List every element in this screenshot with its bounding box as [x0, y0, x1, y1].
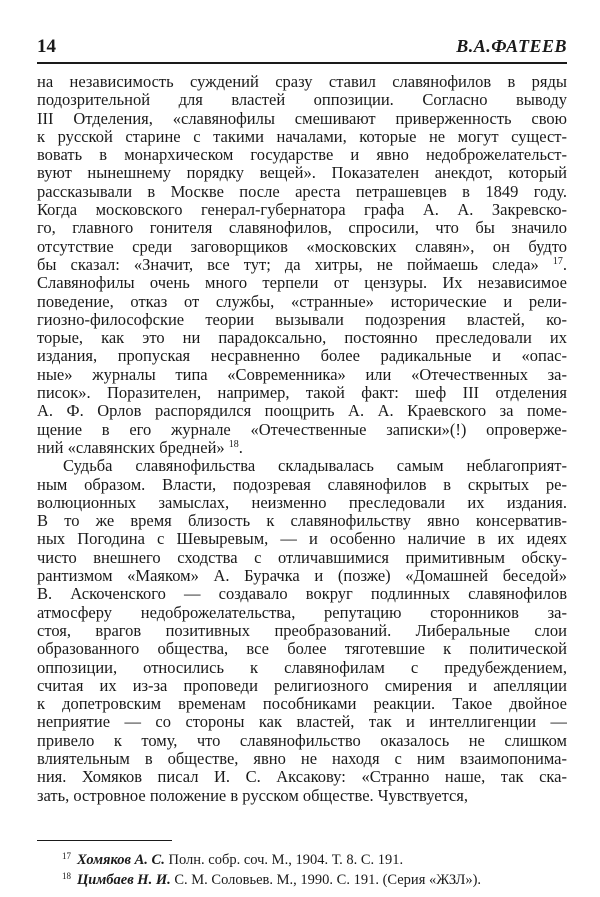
text-line: Когда московского генерал-губернатора графа А. А. Закревско-	[37, 201, 567, 220]
footnote	[62, 866, 481, 886]
text-line: ным образом. Власти, подозревая славянофилов в скрытых ре-	[37, 475, 567, 494]
text-line: к русской старине с такими началами, которые не могут сущест-	[37, 127, 567, 146]
text-line: писок». Поразителен, например, такой факт: шеф III отделения	[37, 384, 567, 403]
text-line: влиятельным в обществе, явно не находя с ним взаимопонима-	[37, 749, 567, 768]
body-text	[37, 73, 567, 805]
text-line: рассказывали в Москве после ареста петрашевцев в 1849 году.	[37, 182, 567, 201]
text-line: А. Ф. Орлов распорядился поощрить А. А. Краевского за поме-	[37, 402, 567, 421]
text-line: на независимость суждений сразу ставил славянофилов в ряды	[37, 73, 567, 91]
footnote	[62, 846, 481, 866]
text-line: ния. Хомяков писал И. С. Аксакову: «Странно наше, так ска-	[37, 768, 567, 787]
text-line: щение в его журнале «Отечественные записки»(!) опроверже-	[37, 420, 567, 439]
text-line: В. Аскоченского — создавало вокруг подлинных славянофилов	[37, 585, 567, 604]
footnote-separator	[37, 840, 172, 841]
text-line: поведение, отказ от службы, «странные» исторические и рели-	[37, 292, 567, 311]
text-line: оппозиции, относились к славянофилам с предубеждением,	[37, 658, 567, 677]
text-line: образованного общества, все более тяготевшие к политической	[37, 640, 567, 659]
text-line: гиозно-философские теории вызывали подозрения властей, ко-	[37, 310, 567, 329]
text-line: подозрительной для властей оппозиции. Согласно выводу	[37, 91, 567, 110]
footnote-number: 17	[62, 851, 71, 861]
text-line: волюционных замыслах, неизменно преследовали их издания.	[37, 493, 567, 512]
footnote-number: 18	[62, 871, 71, 881]
text-line: ний «славянских бредней» $^{18}$.	[37, 438, 243, 457]
footnote-author: Хомяков А. С.	[77, 852, 165, 868]
text-line: торые, как это ни парадоксально, постоянно преследовали их	[37, 329, 567, 348]
text-line: считая их из-за проповеди религиозного смирения и апелляции	[37, 676, 567, 695]
page-number: 14	[37, 36, 56, 57]
text-line: атмосферу недоброжелательства, репутацию сторонников за-	[37, 603, 567, 622]
text-line: рантизмом «Маяком» А. Бурачка и (позже) «Домашней беседой»	[37, 567, 567, 586]
footnote-ref[interactable]: 18	[228, 438, 239, 450]
text-line: бы сказал: «Значит, все тут; да хитры, не поймаешь следа» $^{17}$.	[37, 255, 567, 274]
text-line: го, главного гонителя славянофилов, спросили, что бы значило	[37, 219, 567, 238]
footnote-ref[interactable]: 17	[552, 255, 563, 267]
footnotes	[62, 846, 481, 886]
text-line: чисто внешнего сходства с отличавшимися примитивным обску-	[37, 548, 567, 567]
footnote-text: Полн. собр. соч. М., 1904. Т. 8. С. 191.	[164, 852, 404, 868]
text-line: к допетровским временам пособниками реакции. Такое двойное	[37, 695, 567, 714]
text-line: ных Погодина с Шевыревым, — и особенно наличие в их идеях	[37, 530, 567, 549]
text-line: зать, островное положение в русском обществе. Чувствуется,	[37, 786, 469, 805]
text-line: В то же время близость к славянофильству явно консерватив-	[37, 512, 567, 531]
text-line: издания, пропуская несравненно более радикальные и «опас-	[37, 347, 567, 366]
text-line: отсутствие среди заговорщиков «московских славян», он будто	[37, 237, 567, 256]
running-head-author: В.А.ФАТЕЕВ	[456, 36, 567, 56]
text-line: Судьба славянофильства складывалась самым неблагоприят-	[63, 457, 567, 476]
text-line: неприятие — со стороны как властей, так и интеллигенции —	[37, 713, 567, 732]
text-line: III Отделения, «славянофилы смешивают приверженность свою	[37, 109, 567, 128]
footnote-author: Цимбаев Н. И.	[77, 872, 171, 888]
text-line: Славянофилы очень много терпели от цензуры. Их независимое	[37, 274, 567, 293]
text-line: вуют нынешнему порядку вещей». Показателен анекдот, который	[37, 164, 567, 183]
text-line: вовать в монархическом государстве и явно недоброжелательст-	[37, 146, 567, 165]
text-line: ные» журналы типа «Современника» или «Отечественных за-	[37, 365, 567, 384]
running-header	[37, 34, 567, 64]
footnote-text: С. М. Соловьев. М., 1990. С. 191. (Серия «ЖЗЛ»).	[170, 872, 482, 888]
text-line: привело к тому, что славянофильство оказалось не слишком	[37, 731, 567, 750]
text-line: стоя, врагов позитивных преобразований. Либеральные слои	[37, 621, 567, 640]
